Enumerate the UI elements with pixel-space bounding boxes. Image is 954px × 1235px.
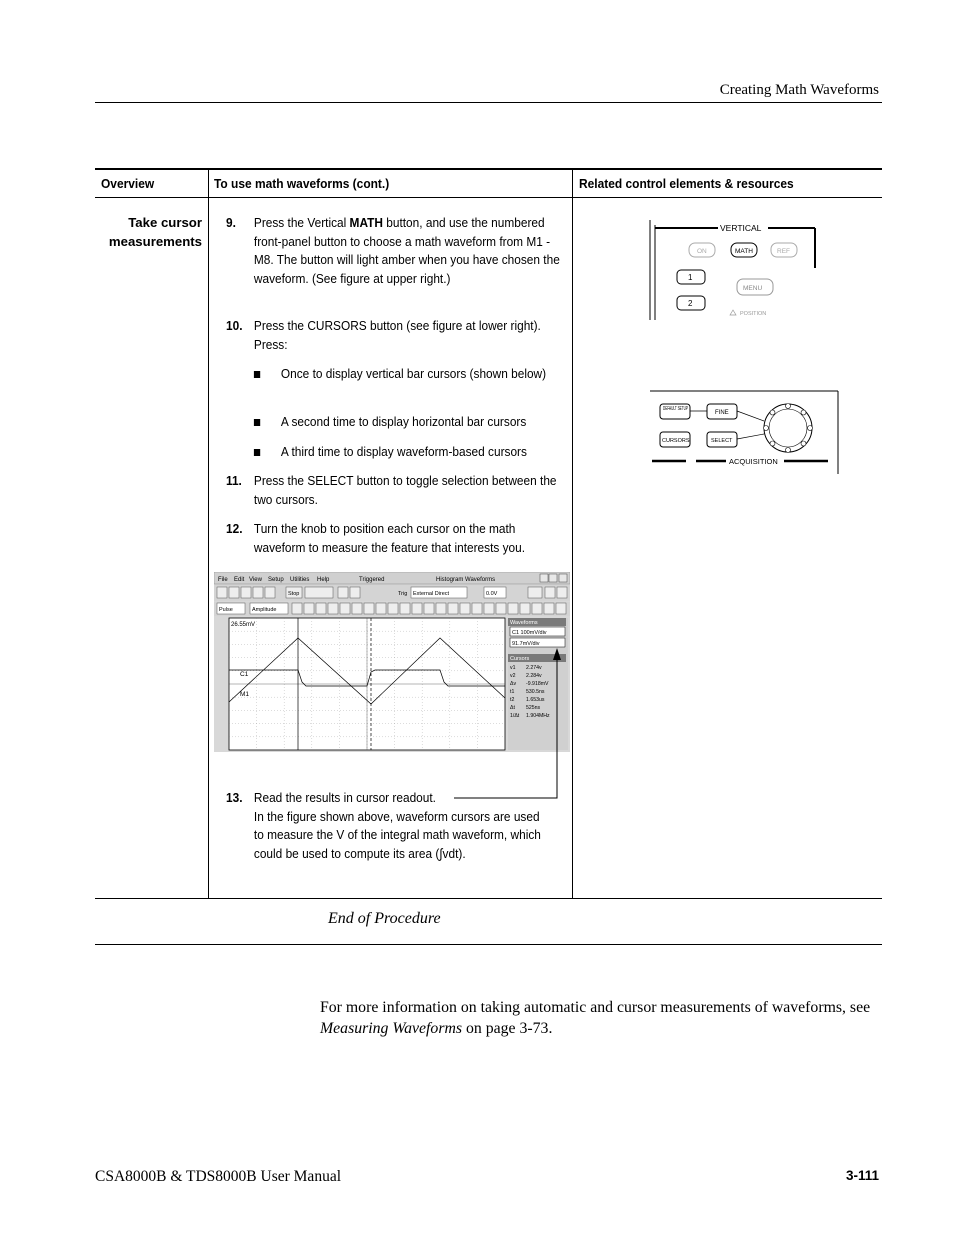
section-title: Creating Math Waveforms [719,82,879,98]
svg-text:v1: v1 [510,665,516,671]
svg-text:POSITION: POSITION [740,311,767,317]
step-13: 13. Read the results in cursor readout. In the figure shown above, waveform cursors are used to measure the V of the integral math waveform, which could be used to compute its area (∫vdt). [226,790,541,861]
bullet-icon [254,371,260,378]
minimize-button[interactable] [540,574,548,582]
step-12: 12. Turn the knob to position each cursor on the math waveform to measure the feature that interests you. [226,521,526,555]
status-text: Triggered [359,577,385,583]
svg-text:MENU: MENU [743,285,763,292]
cross-reference-link[interactable]: Measuring Waveforms [320,1020,463,1037]
svg-text:t2: t2 [510,697,515,703]
step-10: 10. Press the CURSORS button (see figure at lower right). Press: [226,318,541,352]
svg-text:Cursors: Cursors [510,656,530,662]
svg-text:C1 100mV/div: C1 100mV/div [512,630,547,636]
svg-text:CURSORS: CURSORS [662,438,690,444]
arrow-up-icon [553,648,561,660]
menu-utilities[interactable]: Utilities [290,577,310,583]
channel-label: C1 [240,671,249,678]
histogram-text: Histogram Waveforms [436,577,496,583]
close-button[interactable] [559,574,567,582]
column-divider-1 [208,169,209,898]
svg-text:Trig: Trig [398,591,408,597]
vertical-panel-figure [648,218,820,324]
menu-help[interactable]: Help [317,577,330,583]
menu-edit[interactable]: Edit [234,577,245,583]
table-header-rule [95,197,882,198]
svg-text:SELECT: SELECT [711,438,733,444]
svg-text:2.274v: 2.274v [526,665,542,671]
svg-text:Δt: Δt [510,705,515,711]
svg-text:Pulse: Pulse [219,607,233,613]
svg-text:MATH: MATH [735,248,753,255]
menu-view[interactable]: View [249,577,262,583]
svg-text:525ns: 525ns [526,705,541,711]
svg-text:External Direct: External Direct [413,591,450,597]
vertical-title: VERTICAL [720,223,762,233]
end-rule [95,944,882,945]
math-label: M1 [240,691,250,698]
svg-text:Stop: Stop [288,591,300,597]
column-divider-2 [572,169,573,898]
step-11: 11. Press the SELECT button to toggle selection between the two cursors. [226,473,557,507]
acquisition-title: ACQUISITION [729,457,778,466]
end-of-procedure: End of Procedure [328,910,441,927]
svg-text:91.7mV/div: 91.7mV/div [512,641,540,647]
callout-line [440,640,570,802]
bullet-icon [254,449,260,456]
svg-text:2.284v: 2.284v [526,673,542,679]
triangle-icon [730,310,736,315]
column-header-overview: Overview [101,176,155,191]
svg-text:Waveforms: Waveforms [510,620,538,626]
maximize-button[interactable] [549,574,557,582]
svg-text:1: 1 [688,273,693,282]
manual-title: CSA8000B & TDS8000B User Manual [95,1168,342,1185]
table-top-rule [95,168,882,170]
column-header-procedure: To use math waveforms (cont.) [214,176,390,191]
svg-text:v2: v2 [510,673,516,679]
menu-file[interactable]: File [218,577,228,583]
svg-text:1/Δt: 1/Δt [510,713,520,719]
top-readout: 26.55mV [231,622,256,628]
overview-label: Take cursor measurements [108,215,202,249]
svg-text:ON: ON [697,248,707,255]
svg-text:2: 2 [688,299,693,308]
header-rule [95,102,882,103]
step-9: 9. Press the Vertical MATH button, and use the numbered front-panel button to choose a math waveform from M1 - M8. The button will light amber when you have chosen the waveform. (See figure at upper right.) [226,215,560,286]
svg-text:530.5ns: 530.5ns [526,689,545,695]
page-number: 3-111 [845,1168,879,1183]
svg-text:1.653us: 1.653us [526,697,545,703]
svg-text:Δv: Δv [510,681,517,687]
cursor-mode-list: Once to display vertical bar cursors (shown below) A second time to display horizontal bar cursors A third time to display waveform-based cursors [226,365,568,465]
table-bottom-rule [95,898,882,899]
acquisition-panel-figure [648,386,844,478]
svg-text:-9.918mV: -9.918mV [526,681,549,687]
svg-text:Amplitude: Amplitude [252,607,277,613]
svg-text:FINE: FINE [715,410,729,416]
svg-text:0.0V: 0.0V [486,591,498,597]
bullet-icon [254,419,260,426]
svg-text:t1: t1 [510,689,515,695]
svg-text:REF: REF [777,248,790,255]
column-header-resources: Related control elements & resources [579,176,794,191]
reference-paragraph: For more information on taking automatic and cursor measurements of waveforms, see Measuring Waveforms on page 3-73. [320,999,871,1037]
svg-text:1.904MHz: 1.904MHz [526,713,550,719]
menu-setup[interactable]: Setup [268,577,284,583]
svg-text:DEFAULT SETUP: DEFAULT SETUP [663,406,689,412]
